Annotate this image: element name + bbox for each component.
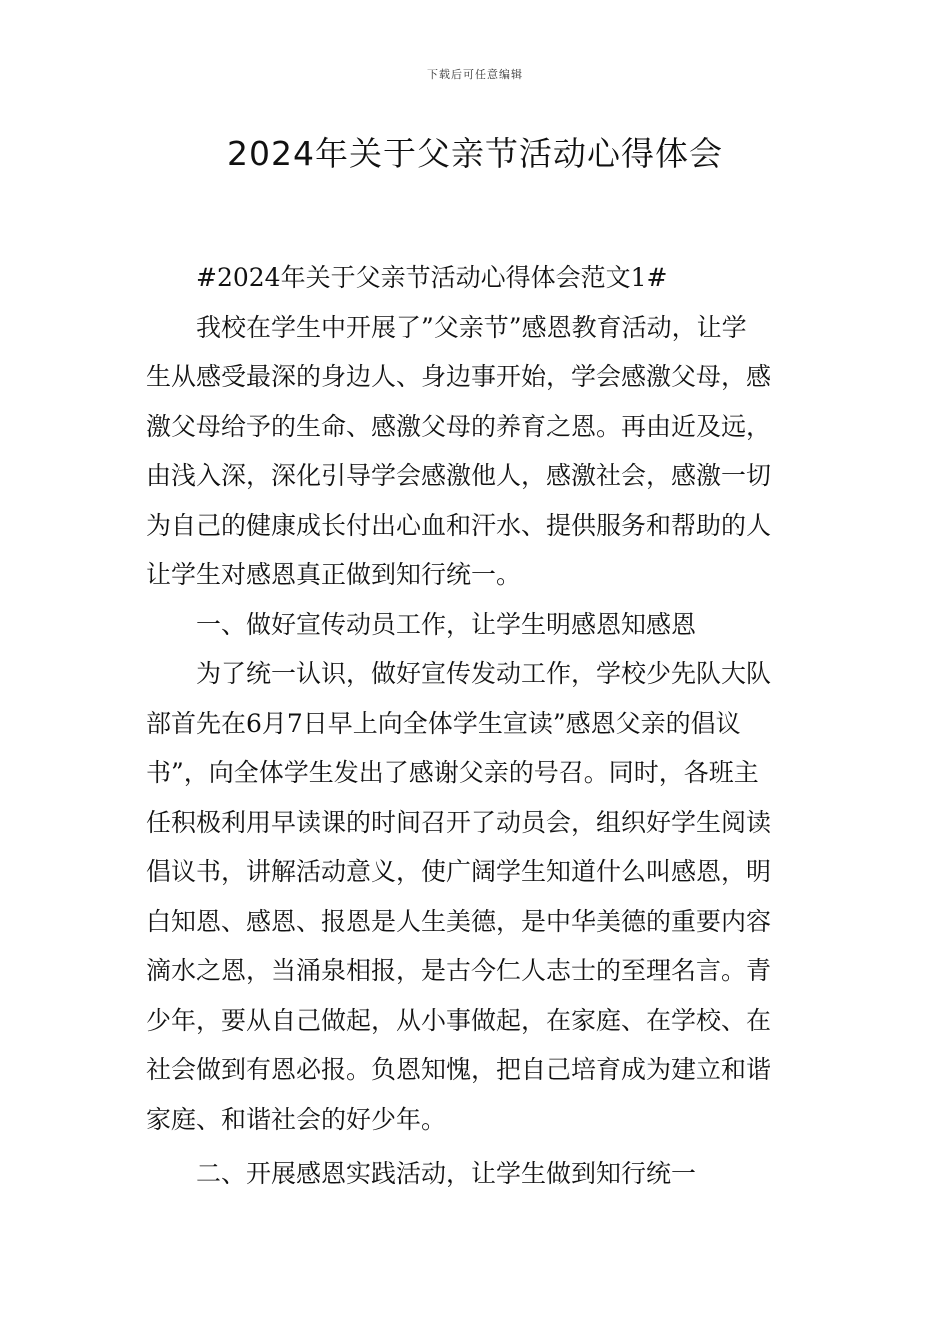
section-heading-2: 二、开展感恩实践活动，让学生做到知行统一 xyxy=(196,1159,697,1188)
paragraph-line: 倡议书，讲解活动意义，使广阔学生知道什么叫感恩，明 xyxy=(146,857,772,886)
paragraph-line: 激父母给予的生命、感激父母的养育之恩。再由近及远， xyxy=(146,411,772,441)
paragraph-line: 任积极利用早读课的时间召开了动员会，组织好学生阅读 xyxy=(146,807,772,837)
paragraph-line: 生从感受最深的身边人、身边事开始，学会感激父母，感 xyxy=(146,362,772,391)
paragraph-line: 为自己的健康成长付出心血和汗水、提供服务和帮助的人 xyxy=(146,510,772,540)
paragraph-line: 为了统一认识，做好宣传发动工作，学校少先队大队 xyxy=(196,659,772,688)
paragraph-line: 书”，向全体学生发出了感谢父亲的号召。同时，各班主 xyxy=(146,758,759,787)
paragraph-line: 由浅入深，深化引导学会感激他人，感激社会，感激一切 xyxy=(146,461,772,490)
header-note: 下载后可任意编辑 xyxy=(427,68,523,81)
paragraph-line: 白知恩、感恩、报恩是人生美德，是中华美德的重要内容 xyxy=(146,906,772,936)
paragraph-line: 家庭、和谐社会的好少年。 xyxy=(146,1104,447,1134)
section-heading-1: 一、做好宣传动员工作，让学生明感恩知感恩 xyxy=(196,609,697,639)
document-title: 2024年关于父亲节活动心得体会 xyxy=(227,134,723,173)
document-body xyxy=(146,253,808,1199)
paragraph-line: 社会做到有恩必报。负恩知愧，把自己培育成为建立和谐 xyxy=(146,1055,772,1084)
subtitle-line: #2024年关于父亲节活动心得体会范文1# xyxy=(196,263,668,292)
paragraph-line: 让学生对感恩真正做到知行统一。 xyxy=(146,560,522,589)
paragraph-line: 少年，要从自己做起，从小事做起，在家庭、在学校、在 xyxy=(146,1005,772,1035)
paragraph-line: 滴水之恩，当涌泉相报，是古今仁人志士的至理名言。青 xyxy=(146,956,772,985)
paragraph-line: 部首先在6月7日早上向全体学生宣读”感恩父亲的倡议 xyxy=(146,708,741,738)
paragraph-line: 我校在学生中开展了”父亲节”感恩教育活动，让学 xyxy=(196,312,747,342)
